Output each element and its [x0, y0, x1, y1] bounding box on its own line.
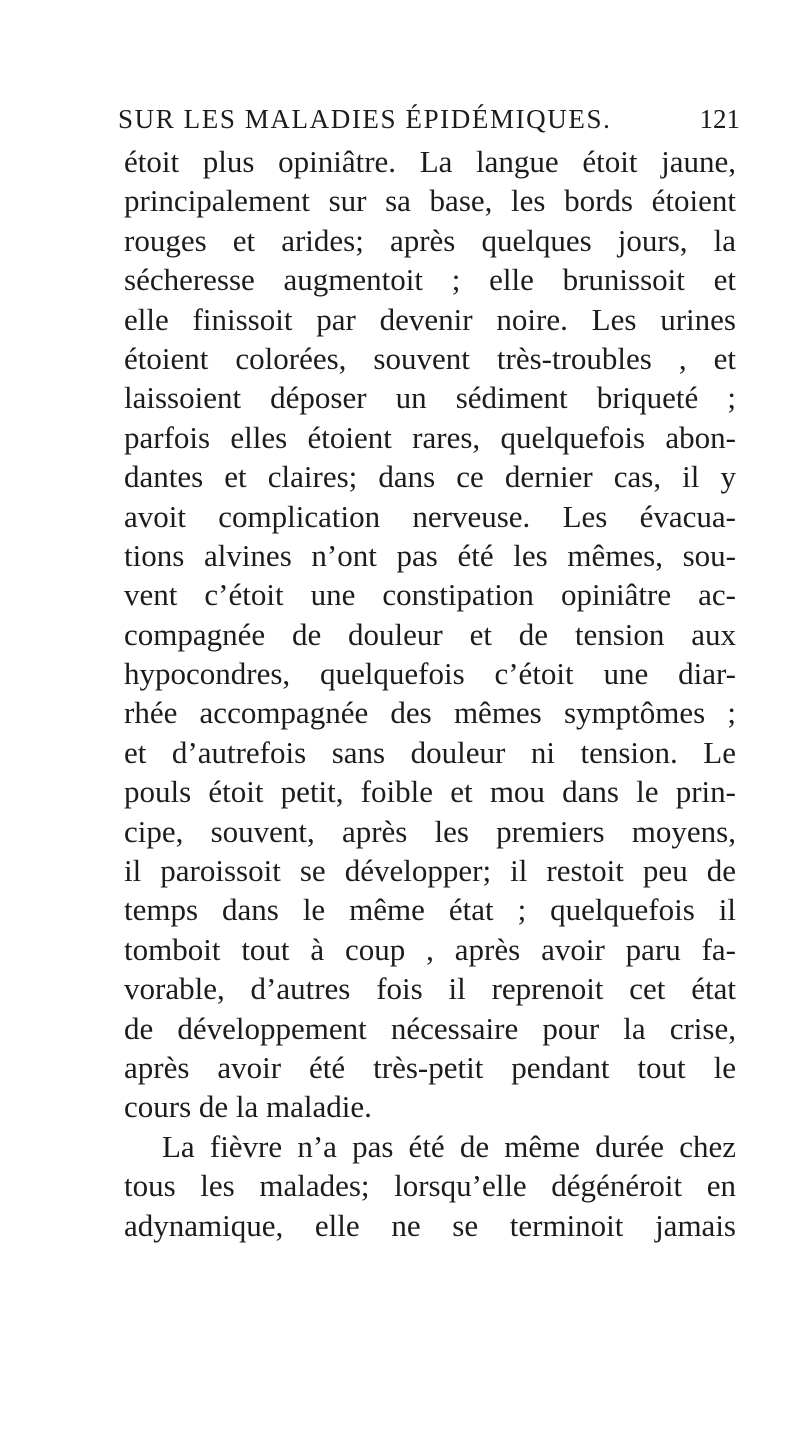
paragraph-start-line: La fièvre n’a pas été de même durée chez: [162, 1128, 736, 1164]
text-line: hypocondres, quelquefois c’étoit une diar-: [124, 656, 736, 692]
text-line: après avoir été très-petit pendant tout le: [124, 1049, 736, 1085]
text-line: adynamique, elle ne se terminoit jamais: [124, 1207, 736, 1243]
running-title: SUR LES MALADIES ÉPIDÉMIQUES.: [118, 104, 612, 134]
text-line: principalement sur sa base, les bords étoient: [124, 183, 736, 219]
running-head: [118, 104, 740, 144]
text-line: vorable, d’autres fois il reprenoit cet état: [124, 971, 736, 1007]
text-line: il paroissoit se développer; il restoit peu de: [124, 853, 736, 889]
text-line: compagnée de douleur et de tension aux: [124, 616, 736, 652]
page-number: 121: [699, 104, 740, 134]
text-line: avoit complication nerveuse. Les évacua-: [124, 498, 736, 534]
text-line: tomboit tout à coup , après avoir paru fa-: [124, 931, 736, 967]
body-text: [124, 142, 736, 1245]
text-line: temps dans le même état ; quelquefois il: [124, 892, 736, 928]
text-line: sécheresse augmentoit ; elle brunissoit et: [124, 262, 736, 298]
text-line: et d’autrefois sans douleur ni tension. Le: [124, 734, 736, 770]
text-line: étoit plus opiniâtre. La langue étoit jaune,: [124, 144, 736, 179]
text-line: elle finissoit par devenir noire. Les urines: [124, 301, 736, 337]
text-line: parfois elles étoient rares, quelquefois abon-: [124, 419, 736, 455]
text-line: de développement nécessaire pour la crise,: [124, 1010, 736, 1046]
text-line: tions alvines n’ont pas été les mêmes, sou-: [124, 537, 736, 573]
text-line: tous les malades; lorsqu’elle dégénéroit en: [124, 1168, 736, 1204]
text-line: pouls étoit petit, foible et mou dans le prin-: [124, 774, 736, 810]
text-line: rhée accompagnée des mêmes symptômes ;: [124, 695, 736, 731]
paragraph-end-line: cours de la maladie.: [124, 1089, 372, 1125]
text-line: laissoient déposer un sédiment briqueté ;: [124, 380, 736, 416]
text-line: étoient colorées, souvent très-troubles , et: [124, 340, 736, 376]
text-line: rouges et arides; après quelques jours, la: [124, 222, 736, 258]
text-line: dantes et claires; dans ce dernier cas, il y: [124, 459, 736, 495]
text-line: vent c’étoit une constipation opiniâtre ac-: [124, 577, 736, 613]
text-line: cipe, souvent, après les premiers moyens,: [124, 813, 736, 849]
